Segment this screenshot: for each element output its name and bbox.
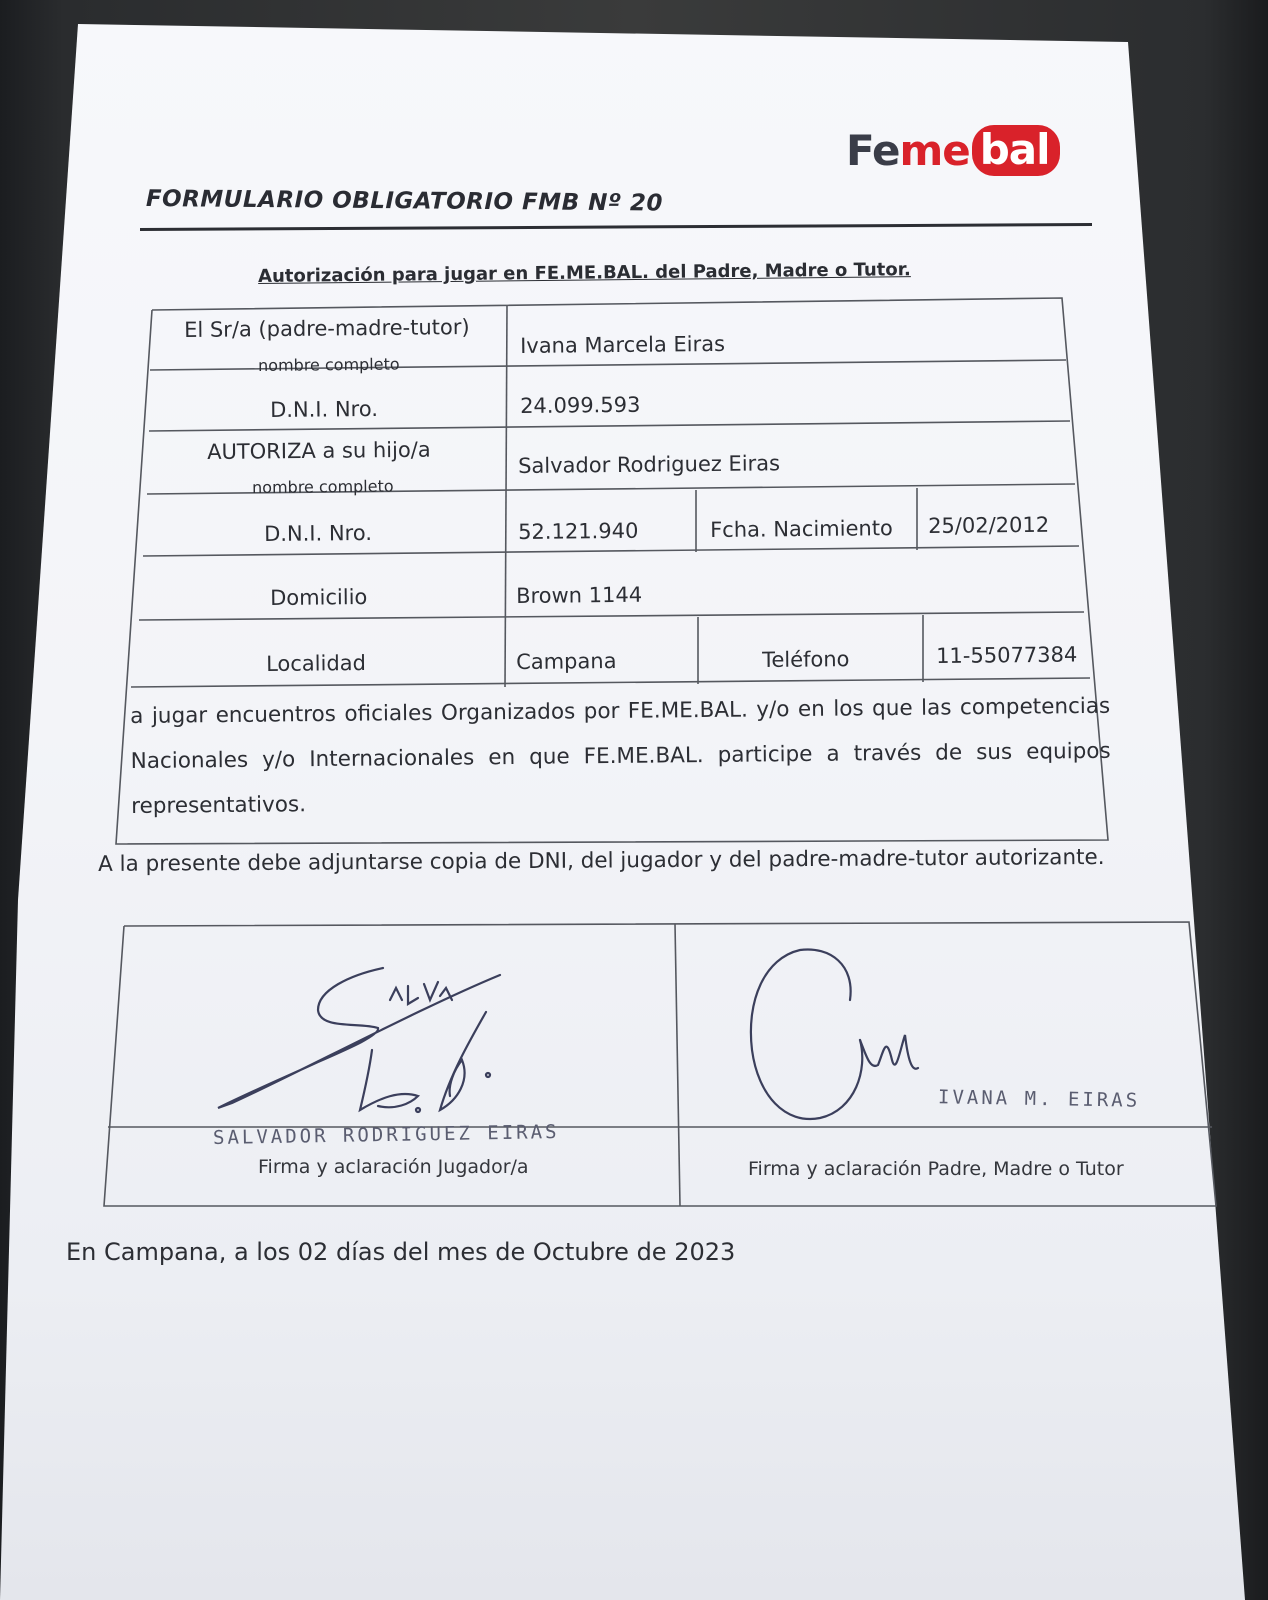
parent-signature-caption: Firma y aclaración Padre, Madre o Tutor <box>748 1158 1124 1180</box>
player-handwritten-name: SALVADOR RODRIGUEZ EIRAS <box>212 1120 560 1150</box>
parent-dni-field[interactable]: 24.099.593 <box>520 392 641 418</box>
parent-name-field[interactable]: Ivana Marcela Eiras <box>520 331 726 358</box>
birth-date-field[interactable]: 25/02/2012 <box>928 512 1050 538</box>
child-sublabel: nombre completo <box>252 476 394 497</box>
form-subtitle: Autorización para jugar en FE.ME.BAL. del Padre, Madre o Tutor. <box>258 259 911 287</box>
form-title: FORMULARIO OBLIGATORIO FMB Nº 20 <box>145 186 664 217</box>
child-dni-field[interactable]: 52.121.940 <box>518 518 639 544</box>
child-label: AUTORIZA a su hijo/a <box>207 437 431 464</box>
femebal-logo: Fe me bal <box>846 126 1060 174</box>
player-signature-caption: Firma y aclaración Jugador/a <box>258 1156 529 1178</box>
attachment-note: A la presente debe adjuntarse copia de DNI, del jugador y del padre-madre-tutor autorizante. <box>98 844 1105 877</box>
parent-dni-label: D.N.I. Nro. <box>270 396 379 422</box>
address-label: Domicilio <box>270 584 368 610</box>
parent-sublabel: nombre completo <box>258 354 400 375</box>
city-field[interactable]: Campana <box>516 648 617 674</box>
closing-statement: En Campana, a los 02 días del mes de Octubre de 2023 <box>66 1238 736 1266</box>
birth-date-label: Fcha. Nacimiento <box>710 516 893 542</box>
parent-handwritten-name: IVANA M. EIRAS <box>937 1086 1141 1112</box>
parent-label: El Sr/a (padre-madre-tutor) <box>184 315 470 342</box>
city-label: Localidad <box>266 650 367 676</box>
authorization-text: a jugar encuentros oficiales Organizados por FE.ME.BAL. y/o en los que las competencias Nacionales y/o Internacionales en que FE.ME.BAL. participe a través de sus equipos representativos. <box>130 693 1111 819</box>
child-dni-label: D.N.I. Nro. <box>264 520 373 546</box>
address-field[interactable]: Brown 1144 <box>516 582 643 608</box>
child-name-field[interactable]: Salvador Rodriguez Eiras <box>518 451 781 478</box>
phone-label: Teléfono <box>762 647 850 672</box>
phone-field[interactable]: 11-55077384 <box>936 642 1078 668</box>
